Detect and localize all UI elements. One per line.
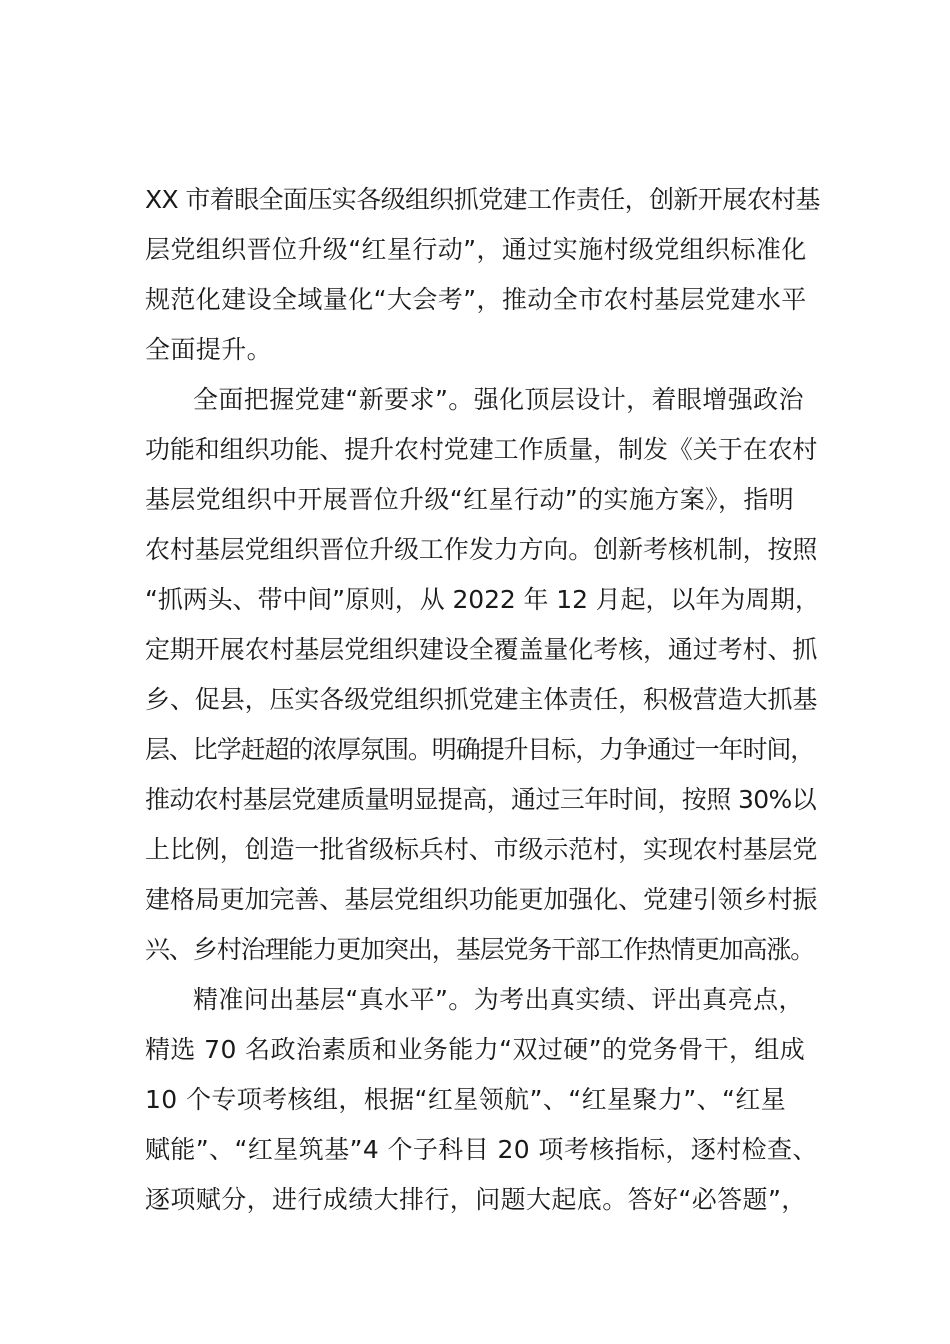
text-line: 农村基层党组织晋位升级工作发力方向。创新考核机制，按照 (145, 535, 818, 564)
text-line: 功能和组织功能、提升农村党建工作质量，制发《关于在农村 (145, 435, 818, 464)
text-line: “抓两头、带中间”原则，从 2022 年 12 月起，以年为周期， (145, 585, 820, 614)
text-line: 全面提升。 (145, 335, 273, 364)
text-line: 层党组织晋位升级“红星行动”，通过实施村级党组织标准化 (145, 235, 807, 264)
text-line: 上比例，创造一批省级标兵村、市级示范村，实现农村基层党 (145, 835, 818, 864)
text-line: 精选 70 名政治素质和业务能力“双过硬”的党务骨干，组成 (145, 1035, 806, 1064)
text-line: 定期开展农村基层党组织建设全覆盖量化考核，通过考村、抓 (145, 635, 818, 664)
text-line: 兴、乡村治理能力更加突出，基层党务干部工作热情更加高涨。 (145, 935, 815, 964)
text-line: 层、比学赶超的浓厚氛围。明确提升目标，力争通过一年时间， (145, 735, 815, 764)
text-line: 乡、促县，压实各级党组织抓党建主体责任，积极营造大抓基 (145, 685, 818, 714)
text-line: 规范化建设全域量化“大会考”，推动全市农村基层党建水平 (145, 285, 807, 314)
paragraph-heading-line: 精准问出基层“真水平”。为考出真实绩、评出真亮点， (193, 985, 804, 1014)
text-line: 逐项赋分，进行成绩大排行，问题大起底。答好“必答题”， (145, 1185, 807, 1214)
text-line: 赋能”、“红星筑基”4 个子科目 20 项考核指标，逐村检查、 (145, 1135, 818, 1164)
text-line: 基层党组织中开展晋位升级“红星行动”的实施方案》，指明 (145, 485, 795, 514)
paragraph-heading-line: 全面把握党建“新要求”。强化顶层设计，着眼增强政治 (193, 385, 804, 414)
text-line: 建格局更加完善、基层党组织功能更加强化、党建引领乡村振 (145, 885, 818, 914)
text-line: 推动农村基层党建质量明显提高，通过三年时间，按照 30%以 (145, 785, 817, 814)
text-line: XX 市着眼全面压实各级组织抓党建工作责任，创新开展农村基 (145, 185, 820, 214)
text-line: 10 个专项考核组，根据“红星领航”、“红星聚力”、“红星 (145, 1085, 787, 1114)
